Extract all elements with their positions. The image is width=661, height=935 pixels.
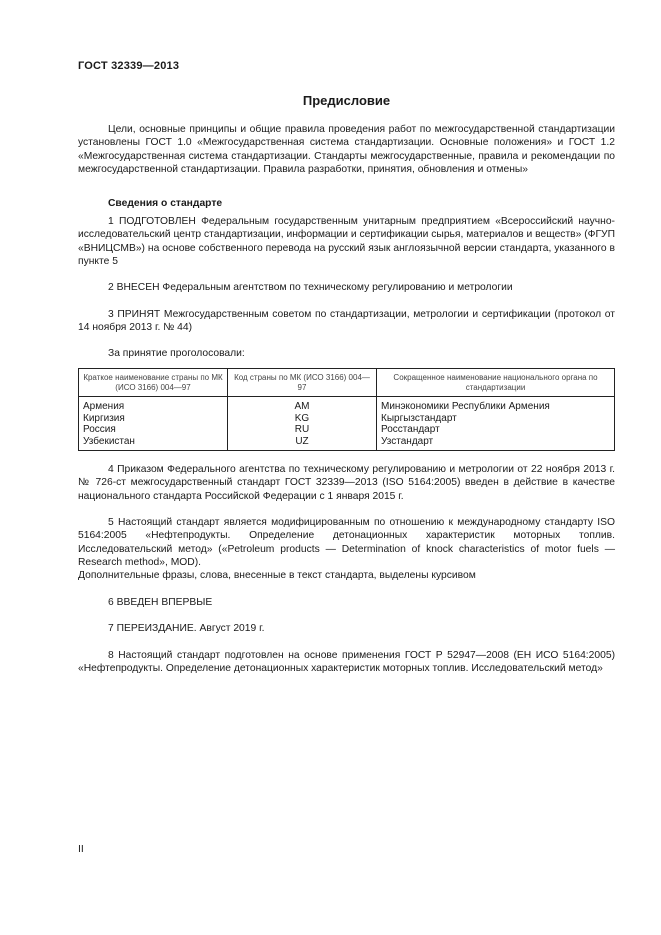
table-row	[79, 436, 615, 451]
item-4-paragraph: 4 Приказом Федерального агентства по техническому регулированию и метрологии от 22 ноября 2013 г. № 726-ст межгосударственный стандарт ГОСТ 32339—2013 (ISO 5164:2005) введен в действие в качестве национального стандарта Российской Федерации с 1 января 2015 г.	[78, 464, 615, 502]
country-code: KG	[228, 413, 377, 425]
standards-body: Кыргызстандарт	[377, 413, 615, 425]
column-header-country: Краткое наименование страны по МК (ИСО 3166) 004—97	[79, 369, 228, 397]
votes-intro: За принятие проголосовали:	[108, 348, 245, 359]
item-7-paragraph: 7 ПЕРЕИЗДАНИЕ. Август 2019 г.	[108, 623, 265, 634]
item-5-paragraph: 5 Настоящий стандарт является модифицированным по отношению к международному стандарту ISO 5164:2005 «Нефтепродукты. Определение детонационных характеристик моторных топлив. Исследовательский метод» («Petroleum products — Determination of knock characteristics of motor fuels — Research method», MOD).	[78, 517, 615, 568]
country-code: AM	[228, 397, 377, 413]
votes-table-header-row	[79, 369, 615, 397]
item-6-paragraph: 6 ВВЕДЕН ВПЕРВЫЕ	[108, 597, 213, 608]
item-2-paragraph: 2 ВНЕСЕН Федеральным агентством по техническому регулированию и метрологии	[108, 282, 513, 293]
page-title: Предисловие	[302, 93, 391, 108]
page-number: II	[78, 843, 84, 855]
standards-body: Узстандарт	[377, 436, 615, 451]
votes-table	[78, 368, 615, 451]
standards-body: Минэкономики Республики Армения	[377, 397, 615, 413]
table-row	[79, 397, 615, 413]
table-row	[79, 424, 615, 436]
intro-paragraph: Цели, основные принципы и общие правила проведения работ по межгосударственной стандартизации установлены ГОСТ 1.0 «Межгосударственная система стандартизации. Основные положения» и ГОСТ 1.2 «Межгосударственная система стандартизации. Стандарты межгосударственные, правила и рекомендации по межгосударственной стандартизации. Правила разработки, принятия, обновления и отмены»	[78, 124, 615, 175]
country-code: UZ	[228, 436, 377, 451]
item-3-paragraph: 3 ПРИНЯТ Межгосударственным советом по стандартизации, метрологии и сертификации (протокол от 14 ноября 2013 г. № 44)	[78, 309, 615, 334]
document-code: ГОСТ 32339—2013	[78, 60, 180, 72]
table-row	[79, 413, 615, 425]
column-header-body: Сокращенное наименование национального органа по стандартизации	[377, 369, 615, 397]
country-name: Россия	[79, 424, 228, 436]
country-name: Узбекистан	[79, 436, 228, 451]
country-name: Киргизия	[79, 413, 228, 425]
section-heading: Сведения о стандарте	[108, 198, 223, 209]
item-1-paragraph: 1 ПОДГОТОВЛЕН Федеральным государственным унитарным предприятием «Всероссийский научно-исследовательский центр стандартизации, информации и сертификации сырья, материалов и веществ» (ФГУП «ВНИЦСМВ») на основе собственного перевода на русский язык англоязычной версии стандарта, указанного в пункте 5	[78, 216, 615, 267]
country-code: RU	[228, 424, 377, 436]
standards-body: Росстандарт	[377, 424, 615, 436]
column-header-code: Код страны по МК (ИСО 3166) 004—97	[228, 369, 377, 397]
country-name: Армения	[79, 397, 228, 413]
item-8-paragraph: 8 Настоящий стандарт подготовлен на основе применения ГОСТ Р 52947—2008 (ЕН ИСО 5164:2005) «Нефтепродукты. Определение детонационных характеристик моторных топлив. Исследовательский метод»	[78, 650, 615, 675]
item-5-note: Дополнительные фразы, слова, внесенные в текст стандарта, выделены курсивом	[78, 570, 476, 581]
